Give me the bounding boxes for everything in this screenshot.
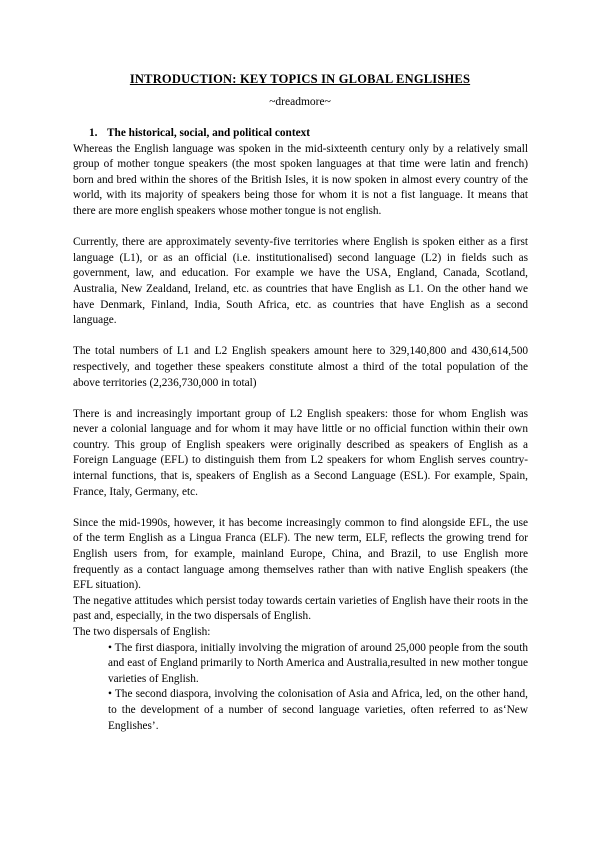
section-heading-text: The historical, social, and political context (107, 127, 311, 139)
list-item-first-diaspora: • The first diaspora, initially involving the migration of around 25,000 people from the south and east of England primarily to North America and Australia,resulted in new mother tongue varieties of English. (108, 641, 528, 685)
paragraph-elf: Since the mid-1990s, however, it has become increasingly common to find alongside EFL, the use of the term English as a Lingua Franca (ELF). The new term, ELF, reflects the growing trend for English users from, for example, mainland Europe, China, and Brazil, to use English more frequently as a contact language among themselves rather than with native English speakers (the EFL situation). (73, 516, 528, 592)
paragraph-dispersals-intro: The two dispersals of English: (73, 626, 211, 638)
dispersals-list (108, 641, 528, 735)
section-heading (89, 126, 528, 142)
paragraph-negative-attitudes: The negative attitudes which persist today towards certain varieties of English have their roots in the past and, especially, in the two dispersals of English. (73, 594, 528, 623)
paragraph-efl: There is and increasingly important group of L2 English speakers: those for whom English was never a colonial language and for whom it may have little or no official function within their own country. This group of English speakers were originally described as speakers of English as a Foreign Language (EFL) to distinguish them from L2 speakers for whom English serves country-internal functions, that is, speakers of English as a Second Language (ESL). For example, Spain, France, Italy, Germany, etc. (73, 407, 528, 498)
document-author: ~dreadmore~ (269, 96, 331, 108)
section-number: 1. (89, 127, 98, 139)
paragraph-territories: Currently, there are approximately seventy-five territories where English is spoken either as a first language (L1), or as an official (i.e. institutionalised) second language (L2) in fields such as government, law, and education. For example we have the USA, England, Canada, Scotland, Australia, New Zealdand, Ireland, etc. as countries that have English as L1. On the other hand we have Denmark, Finland, India, South Africa, etc. as countries that have English as a second language. (73, 236, 528, 327)
paragraph-speaker-totals: The total numbers of L1 and L2 English speakers amount here to 329,140,800 and 430,614,500 respectively, and together these speakers constitute almost a third of the total population of the above territories (2,236,730,000 in total) (73, 345, 528, 389)
paragraph-history: Whereas the English language was spoken in the mid-sixteenth century only by a relatively small group of mother tongue speakers (the most spoken languages at that time were latin and french) born and bred within the shores of the British Isles, it is now spoken in almost every country of the world, with its majority of speakers being those for whom it is not a fist language. It means that there are more english speakers whose mother tongue is not english. (73, 142, 528, 217)
document-title: INTRODUCTION: KEY TOPICS IN GLOBAL ENGLISHES (129, 72, 471, 86)
list-item-second-diaspora: • The second diaspora, involving the colonisation of Asia and Africa, led, on the other hand, to the development of a number of second language varieties, often referred to as‘New Englishes’. (108, 688, 528, 732)
document-body (73, 126, 528, 734)
